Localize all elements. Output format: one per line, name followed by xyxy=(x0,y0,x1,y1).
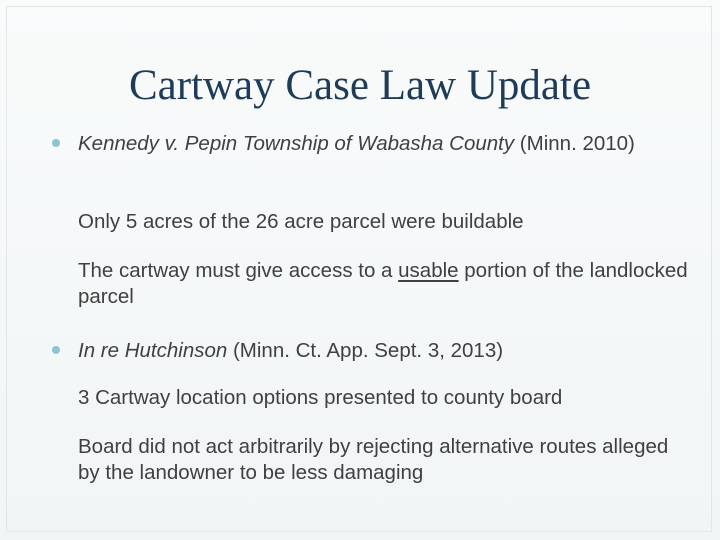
slide-title: Cartway Case Law Update xyxy=(128,62,592,109)
bullet-icon xyxy=(52,139,60,147)
case-citation: (Minn. Ct. App. Sept. 3, 2013) xyxy=(227,339,504,362)
point-location-options: 3 Cartway location options presented to county board xyxy=(78,386,563,409)
case-hutchinson xyxy=(78,338,688,364)
text-after: portion of the landlocked parcel xyxy=(78,259,688,308)
case-kennedy xyxy=(78,131,688,157)
point-buildable-acres: Only 5 acres of the 26 acre parcel were buildable xyxy=(78,210,524,233)
text-before: The cartway must give access to a xyxy=(78,259,399,282)
case-name: In re Hutchinson xyxy=(78,339,228,362)
point-usable-access xyxy=(78,258,688,310)
point-board-decision: Board did not act arbitrarily by rejecting alternative routes alleged by the landowner to be less damaging xyxy=(78,435,669,484)
emphasis-usable: usable xyxy=(398,259,459,282)
case-name: Kennedy v. Pepin Township of Wabasha County xyxy=(78,132,515,155)
case-citation: (Minn. 2010) xyxy=(514,132,635,155)
bullet-icon xyxy=(52,346,60,354)
